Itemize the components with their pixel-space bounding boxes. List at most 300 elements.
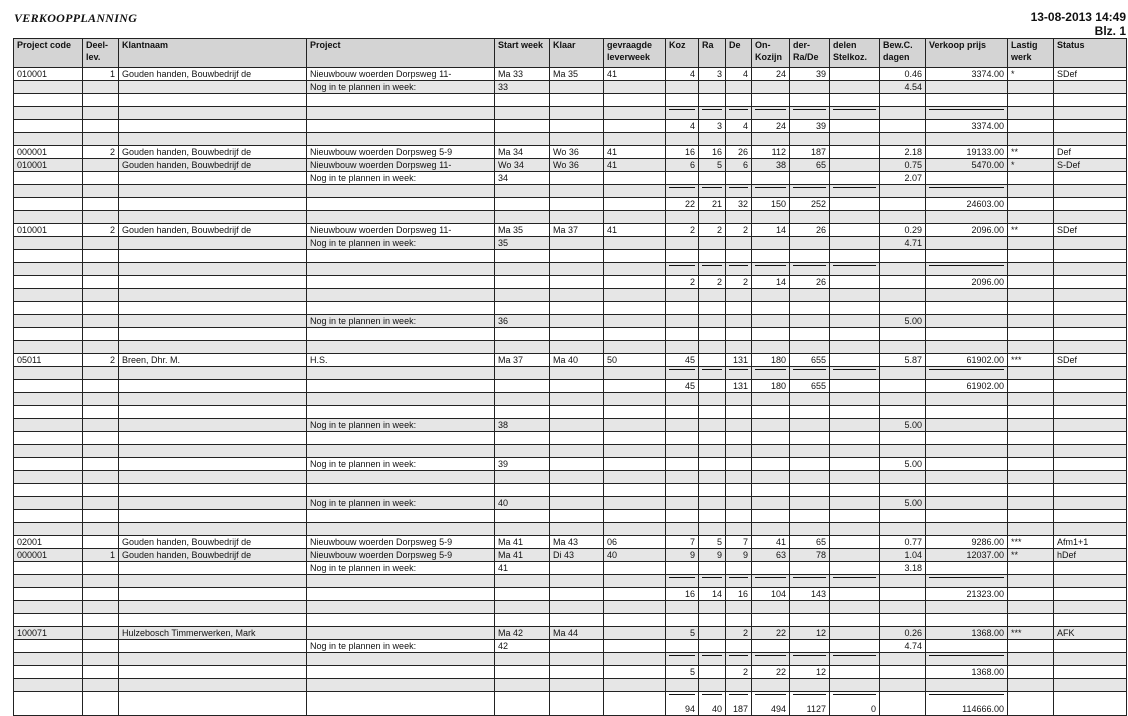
table-cell [550,289,604,302]
table-cell [550,484,604,497]
table-cell [307,120,495,133]
table-cell [83,692,119,716]
table-cell [83,406,119,419]
table-cell [14,315,83,328]
table-cell [926,107,1008,120]
table-cell [83,575,119,588]
table-cell: Nieuwbouw woerden Dorpsweg 5-9 [307,549,495,562]
table-cell: * [1008,68,1054,81]
table-cell [1054,237,1127,250]
table-cell: Ma 44 [550,627,604,640]
table-cell: ** [1008,224,1054,237]
table-cell [790,679,830,692]
table-cell [83,315,119,328]
table-cell [604,601,666,614]
table-cell [726,679,752,692]
table-cell [119,289,307,302]
table-cell [1054,328,1127,341]
table-cell [830,640,880,653]
table-cell [1008,458,1054,471]
table-cell [119,653,307,666]
table-cell [790,432,830,445]
table-cell [14,692,83,716]
table-cell [726,406,752,419]
table-cell [752,133,790,146]
table-cell [666,341,699,354]
table-cell [830,159,880,172]
table-cell: S-Def [1054,159,1127,172]
table-cell [752,471,790,484]
table-cell [550,640,604,653]
table-cell [790,211,830,224]
table-row-data [14,159,1127,172]
table-cell [790,94,830,107]
table-cell [926,393,1008,406]
table-cell [119,666,307,679]
table-cell [83,666,119,679]
table-cell [830,172,880,185]
table-cell [604,328,666,341]
table-cell [726,367,752,380]
column-header: On-Kozijn [752,39,790,68]
table-cell: 21323.00 [926,588,1008,601]
table-cell [752,419,790,432]
table-cell [119,679,307,692]
table-cell: 5.00 [880,315,926,328]
table-cell [307,432,495,445]
table-cell [83,107,119,120]
table-cell [926,510,1008,523]
table-cell [790,263,830,276]
table-cell: 655 [790,380,830,393]
table-row-plan [14,81,1127,94]
table-cell [14,94,83,107]
table-row-blank [14,211,1127,224]
table-cell [550,562,604,575]
table-cell [1008,393,1054,406]
table-cell [666,263,699,276]
table-cell [1054,380,1127,393]
table-cell [604,406,666,419]
table-cell: Nog in te plannen in week: [307,562,495,575]
table-cell [307,211,495,224]
page-number: Blz. 1 [1094,24,1126,38]
table-cell [550,523,604,536]
table-cell: Ma 42 [495,627,550,640]
table-cell [119,198,307,211]
table-cell [926,484,1008,497]
table-cell [1008,198,1054,211]
table-cell [83,679,119,692]
table-cell [83,237,119,250]
table-cell: 6 [666,159,699,172]
table-cell [830,133,880,146]
table-cell: 1.04 [880,549,926,562]
table-cell: 010001 [14,159,83,172]
table-row-total [14,120,1127,133]
table-cell [1008,419,1054,432]
table-row-blank [14,614,1127,627]
table-cell [666,471,699,484]
table-cell [1054,484,1127,497]
table-cell [550,588,604,601]
table-cell: 9 [666,549,699,562]
table-row-blank [14,133,1127,146]
table-cell [830,289,880,302]
table-cell [880,211,926,224]
table-cell [495,575,550,588]
table-cell [699,328,726,341]
table-cell [926,471,1008,484]
table-cell: 14 [752,224,790,237]
table-cell [926,81,1008,94]
table-cell [1008,211,1054,224]
table-cell [550,315,604,328]
table-cell [699,575,726,588]
table-cell [699,640,726,653]
table-cell [726,601,752,614]
table-cell [699,497,726,510]
table-cell: 0 [830,692,880,716]
table-cell [604,94,666,107]
table-cell [830,419,880,432]
table-cell: Ma 41 [495,549,550,562]
table-cell [880,276,926,289]
table-row-plan [14,419,1127,432]
table-cell [495,341,550,354]
table-cell [550,432,604,445]
table-cell [790,614,830,627]
table-cell [926,445,1008,458]
table-cell: 2 [726,627,752,640]
table-cell [790,393,830,406]
table-cell [14,237,83,250]
table-cell: 0.29 [880,224,926,237]
table-cell [83,523,119,536]
table-cell [926,315,1008,328]
table-cell [83,276,119,289]
table-cell: 2 [666,276,699,289]
table-cell [752,432,790,445]
table-cell [1008,445,1054,458]
table-cell [666,640,699,653]
table-cell [83,172,119,185]
table-cell [83,601,119,614]
table-cell: 1368.00 [926,627,1008,640]
table-cell [119,458,307,471]
table-cell: 0.26 [880,627,926,640]
table-cell [926,640,1008,653]
table-cell [666,510,699,523]
table-cell: Ma 40 [550,354,604,367]
table-cell [604,211,666,224]
table-cell [790,406,830,419]
table-row-data [14,536,1127,549]
table-cell: Nog in te plannen in week: [307,458,495,471]
table-cell [495,523,550,536]
table-cell [726,614,752,627]
table-cell [1054,575,1127,588]
table-cell [1054,601,1127,614]
table-row-rule [14,107,1127,120]
table-cell [550,94,604,107]
table-cell: hDef [1054,549,1127,562]
table-cell: Ma 43 [550,536,604,549]
table-cell: 2 [666,224,699,237]
table-cell [880,393,926,406]
table-cell [495,263,550,276]
table-cell [495,198,550,211]
table-cell [726,185,752,198]
table-cell: 06 [604,536,666,549]
table-cell [880,263,926,276]
column-header: Project [307,39,495,68]
table-cell: 010001 [14,68,83,81]
table-cell: 50 [604,354,666,367]
table-cell [880,614,926,627]
table-cell [752,263,790,276]
table-cell: 19133.00 [926,146,1008,159]
column-header: der-Ra/De [790,39,830,68]
table-cell [830,107,880,120]
table-cell [1054,250,1127,263]
table-cell: 4 [666,68,699,81]
table-row-blank [14,510,1127,523]
table-cell [752,445,790,458]
table-cell [604,445,666,458]
table-cell: 2 [726,666,752,679]
table-cell [550,666,604,679]
table-cell: 5 [666,627,699,640]
table-cell [1054,367,1127,380]
table-cell: 1368.00 [926,666,1008,679]
table-cell [1008,692,1054,716]
table-cell [926,497,1008,510]
table-cell [1008,328,1054,341]
table-cell [1008,250,1054,263]
table-cell [83,562,119,575]
table-cell: Wo 36 [550,146,604,159]
table-cell [666,185,699,198]
table-cell: 6 [726,159,752,172]
table-cell [790,172,830,185]
table-cell: 2 [83,224,119,237]
table-cell: 39 [495,458,550,471]
table-cell [550,679,604,692]
table-cell: 4 [726,120,752,133]
table-cell [699,380,726,393]
table-cell: 1 [83,549,119,562]
table-cell [604,562,666,575]
table-cell [14,562,83,575]
table-cell [550,198,604,211]
table-cell [880,198,926,211]
table-row-plan [14,315,1127,328]
table-cell [83,614,119,627]
table-cell [307,250,495,263]
table-cell [119,380,307,393]
table-cell [83,263,119,276]
table-cell [790,81,830,94]
table-cell: 61902.00 [926,380,1008,393]
table-cell [1054,614,1127,627]
table-cell [926,614,1008,627]
table-cell: 24 [752,68,790,81]
column-header: Klaar [550,39,604,68]
table-cell [1054,211,1127,224]
table-cell: 1127 [790,692,830,716]
table-cell [666,302,699,315]
table-cell [790,133,830,146]
table-cell [830,614,880,627]
table-cell [1054,276,1127,289]
table-cell [307,653,495,666]
table-cell [495,367,550,380]
table-cell [83,94,119,107]
table-cell [550,81,604,94]
table-cell [550,211,604,224]
table-cell [699,302,726,315]
table-cell [83,510,119,523]
table-cell [119,315,307,328]
table-cell [830,276,880,289]
table-cell [307,406,495,419]
table-cell [790,497,830,510]
table-cell [83,380,119,393]
table-cell: 112 [752,146,790,159]
table-row-total [14,380,1127,393]
table-cell [14,510,83,523]
table-cell [550,237,604,250]
table-cell [699,107,726,120]
table-cell [880,692,926,716]
table-cell [495,107,550,120]
table-cell [83,419,119,432]
table-cell [550,367,604,380]
table-cell [880,666,926,679]
table-cell [1008,81,1054,94]
table-cell [604,393,666,406]
table-cell: 21 [699,198,726,211]
table-cell [699,406,726,419]
table-cell [830,549,880,562]
table-header-row [14,39,1127,68]
table-cell [830,627,880,640]
table-cell [119,341,307,354]
table-cell [926,237,1008,250]
table-cell: Wo 36 [550,159,604,172]
table-cell: Nog in te plannen in week: [307,237,495,250]
table-cell [307,263,495,276]
table-cell: 000001 [14,146,83,159]
table-row-rule [14,185,1127,198]
table-cell [1008,276,1054,289]
table-cell [14,120,83,133]
table-cell [790,575,830,588]
table-cell [604,263,666,276]
table-cell [726,302,752,315]
table-row-blank [14,341,1127,354]
table-cell [83,484,119,497]
table-cell [926,406,1008,419]
table-cell [14,211,83,224]
table-cell [752,575,790,588]
table-cell [926,562,1008,575]
table-cell [830,523,880,536]
table-cell [1054,471,1127,484]
table-cell [83,536,119,549]
table-cell [1054,562,1127,575]
table-cell [83,445,119,458]
table-cell [726,640,752,653]
table-cell [1008,133,1054,146]
table-cell [1054,289,1127,302]
column-header: Lastig werk [1008,39,1054,68]
table-cell [752,393,790,406]
table-cell: 0.77 [880,536,926,549]
table-cell [83,211,119,224]
table-cell [726,562,752,575]
table-cell [926,185,1008,198]
table-cell [790,484,830,497]
table-cell [1054,523,1127,536]
table-cell [830,445,880,458]
table-cell [550,276,604,289]
table-cell [880,471,926,484]
table-cell: Nog in te plannen in week: [307,419,495,432]
table-cell: 2 [699,276,726,289]
table-cell [699,627,726,640]
table-cell: 131 [726,354,752,367]
table-cell [666,211,699,224]
table-cell [926,328,1008,341]
table-cell: 40 [495,497,550,510]
table-cell: 94 [666,692,699,716]
table-cell [880,185,926,198]
table-cell [307,380,495,393]
table-cell [83,497,119,510]
table-cell [726,484,752,497]
table-cell [1008,523,1054,536]
table-cell [666,289,699,302]
table-cell: 4.54 [880,81,926,94]
table-cell [307,133,495,146]
table-cell [666,94,699,107]
table-row-blank [14,328,1127,341]
table-cell: *** [1008,627,1054,640]
table-row-plan [14,640,1127,653]
table-cell [119,393,307,406]
table-cell [1008,510,1054,523]
table-cell: Nog in te plannen in week: [307,172,495,185]
table-cell [1054,94,1127,107]
table-cell [307,614,495,627]
table-row-rule [14,263,1127,276]
table-cell [880,250,926,263]
table-cell [880,484,926,497]
table-cell [495,432,550,445]
table-cell [726,81,752,94]
table-cell [666,562,699,575]
table-cell [726,523,752,536]
table-cell [550,263,604,276]
table-cell [752,237,790,250]
table-cell [752,107,790,120]
table-cell [119,185,307,198]
table-cell [83,341,119,354]
table-cell [83,81,119,94]
table-cell [83,250,119,263]
